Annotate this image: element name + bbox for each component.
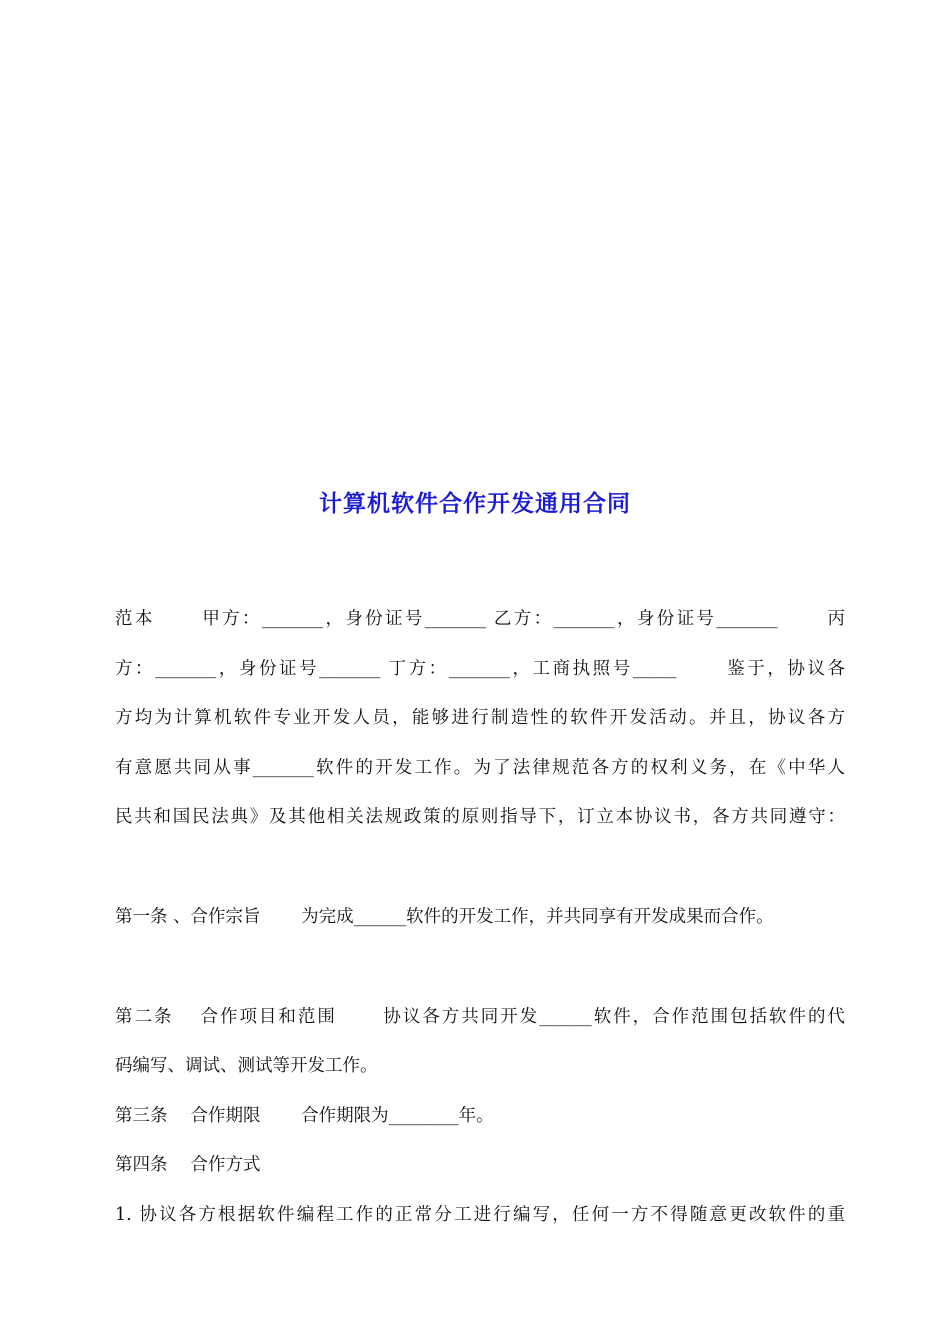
preamble-line-2: 方：_______，身份证号_______ 丁方：_______，工商执照号_____ 鉴于，协议各: [115, 659, 845, 679]
article-4-heading: 第四条 合作方式: [115, 1155, 261, 1175]
article-1: 第一条 、合作宗旨 为完成______软件的开发工作，并共同享有开发成果而合作。: [115, 907, 774, 927]
article-2-line-2: 码编写、调试、测试等开发工作。: [115, 1056, 378, 1076]
preamble-line-4: 有意愿共同从事_______软件的开发工作。为了法律规范各方的权利义务，在《中华人: [115, 758, 845, 778]
article-4-item-1: 1. 协议各方根据软件编程工作的正常分工进行编写，任何一方不得随意更改软件的重: [115, 1205, 845, 1225]
preamble-line-5: 民共和国民法典》及其他相关法规政策的原则指导下，订立本协议书，各方共同遵守：: [115, 807, 845, 827]
article-3: 第三条 合作期限 合作期限为________年。: [115, 1106, 494, 1126]
article-2-line-1: 第二条 合作项目和范围 协议各方共同开发______软件，合作范围包括软件的代: [115, 1007, 845, 1027]
preamble-line-1: 范本 甲方：_______，身份证号_______ 乙方：_______，身份证号_______ 丙: [115, 609, 845, 629]
document-title: 计算机软件合作开发通用合同: [319, 491, 631, 517]
preamble-line-3: 方均为计算机软件专业开发人员，能够进行制造性的软件开发活动。并且，协议各方: [115, 708, 845, 728]
